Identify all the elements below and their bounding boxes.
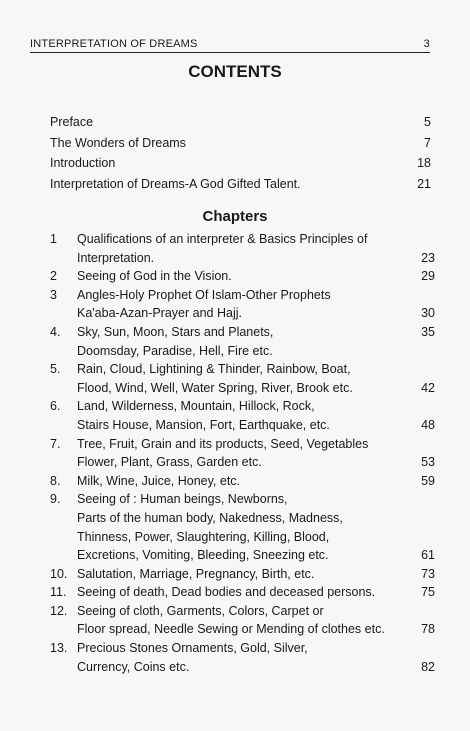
chapter-title-text: Milk, Wine, Juice, Honey, etc. [77, 473, 241, 488]
chapter-page: 48 [421, 417, 435, 432]
toc-entry-page: 7 [424, 135, 431, 150]
chapter-title-text: Land, Wilderness, Mountain, Hillock, Rock, [77, 399, 315, 414]
chapter-entry [50, 267, 435, 286]
chapter-title-line [77, 304, 435, 323]
chapter-title-line [77, 286, 435, 305]
chapter-title-line [77, 453, 435, 472]
chapters-heading: Chapters [202, 208, 268, 225]
chapter-page: 75 [421, 585, 435, 600]
chapter-entry [50, 323, 435, 360]
chapter-number: 4. [50, 324, 61, 339]
toc-entry-title: The Wonders of Dreams [50, 135, 186, 150]
chapter-title-line [77, 565, 435, 584]
chapter-title-text: Tree, Fruit, Grain and its products, Seed, Vegetables [77, 436, 369, 451]
chapter-page: 35 [421, 324, 435, 339]
chapter-title-line [77, 342, 435, 361]
toc-entry-title: Introduction [50, 156, 116, 170]
chapter-entry [50, 230, 435, 267]
chapter-title-line [77, 267, 435, 286]
toc-entry [50, 174, 435, 195]
chapter-number: 11. [50, 585, 67, 600]
chapter-number: 10. [50, 566, 68, 581]
chapter-title-line [77, 658, 435, 677]
chapter-title-line [77, 323, 435, 342]
chapter-title-text: Salutation, Marriage, Pregnancy, Birth, etc. [77, 566, 315, 581]
toc-entry-title: Interpretation of Dreams-A God Gifted Talent. [50, 176, 301, 191]
chapter-title-text: Flood, Wind, Well, Water Spring, River, Brook etc. [77, 380, 353, 395]
chapter-number: 7. [50, 436, 61, 451]
chapter-page: 82 [421, 659, 435, 674]
toc-entry [50, 112, 435, 133]
chapter-entry [50, 490, 435, 564]
chapter-title-text: Stairs House, Mansion, Fort, Earthquake, etc. [77, 417, 330, 432]
chapter-title-line [77, 435, 435, 454]
chapter-page: 23 [421, 250, 435, 265]
chapter-title-text: Precious Stones Ornaments, Gold, Silver, [77, 641, 308, 656]
chapter-title-line [77, 583, 435, 602]
chapter-number: 12. [50, 603, 68, 618]
chapter-entry [50, 602, 435, 639]
chapter-number: 2 [50, 269, 57, 284]
chapter-number: 3 [50, 287, 57, 302]
page-number: 3 [423, 38, 430, 50]
chapter-list [50, 230, 435, 676]
front-matter-list [50, 112, 435, 194]
toc-entry [50, 133, 435, 154]
chapter-number: 13. [50, 641, 68, 656]
chapter-number: 8. [50, 473, 61, 488]
chapter-title-text: Seeing of death, Dead bodies and deceased persons. [77, 585, 376, 600]
chapter-page: 30 [421, 306, 435, 321]
chapter-title-text: Qualifications of an interpreter & Basics Principles of [77, 232, 368, 246]
chapter-title-text: Excretions, Vomiting, Bleeding, Sneezing etc. [77, 548, 329, 563]
chapter-page: 53 [421, 455, 435, 470]
chapter-title-line [77, 249, 435, 268]
chapter-title-line [77, 602, 435, 621]
chapter-page: 59 [421, 473, 435, 488]
chapter-title-text: Seeing of cloth, Garments, Colors, Carpet or [77, 603, 324, 618]
chapter-entry [50, 583, 435, 602]
chapter-page: 61 [421, 548, 435, 563]
chapter-title-text: Interpretation. [77, 250, 155, 265]
chapter-entry [50, 397, 435, 434]
chapter-title-line [77, 639, 435, 658]
toc-entry-page: 18 [417, 156, 431, 170]
chapter-title-line [77, 379, 435, 398]
chapter-title-line [77, 360, 435, 379]
running-header-title: INTERPRETATION OF DREAMS [30, 38, 198, 50]
chapter-entry [50, 286, 435, 323]
chapter-page: 29 [421, 269, 435, 284]
toc-entry-title: Preface [50, 115, 94, 129]
chapter-title-text: Parts of the human body, Nakedness, Madness, [77, 510, 343, 525]
contents-heading: CONTENTS [188, 62, 282, 81]
chapter-number: 1 [50, 232, 57, 246]
chapter-title-text: Seeing of God in the Vision. [77, 269, 232, 284]
chapter-title-line [77, 490, 435, 509]
chapter-title-line [77, 528, 435, 547]
chapter-title-line [77, 620, 435, 639]
chapter-title-text: Thinness, Power, Slaughtering, Killing, Blood, [77, 529, 330, 544]
chapter-title-text: Angles-Holy Prophet Of Islam-Other Prophets [77, 287, 331, 302]
chapter-title-text: Rain, Cloud, Lightining & Thinder, Rainbow, Boat, [77, 362, 351, 377]
chapter-entry [50, 639, 435, 676]
chapter-title-line [77, 230, 435, 249]
toc-entry-page: 5 [424, 115, 431, 129]
chapter-entry [50, 435, 435, 472]
chapter-title-line [77, 397, 435, 416]
chapter-page: 78 [421, 622, 435, 637]
chapter-title-line [77, 472, 435, 491]
toc-entry [50, 153, 435, 174]
chapter-entry [50, 360, 435, 397]
chapter-entry [50, 565, 435, 584]
chapter-title-text: Seeing of : Human beings, Newborns, [77, 492, 288, 507]
chapter-title-text: Flower, Plant, Grass, Garden etc. [77, 455, 262, 470]
toc-entry-page: 21 [417, 176, 431, 191]
chapter-number: 5. [50, 362, 61, 377]
chapter-title-text: Currency, Coins etc. [77, 659, 190, 674]
running-header [30, 38, 430, 53]
chapter-title-line [77, 509, 435, 528]
chapter-title-text: Floor spread, Needle Sewing or Mending of clothes etc. [77, 622, 385, 637]
chapter-page: 42 [421, 380, 435, 395]
chapter-number: 6. [50, 399, 61, 414]
chapter-title-line [77, 546, 435, 565]
chapter-number: 9. [50, 492, 61, 507]
chapter-title-text: Doomsday, Paradise, Hell, Fire etc. [77, 343, 273, 358]
chapter-page: 73 [421, 566, 435, 581]
chapter-title-text: Ka'aba-Azan-Prayer and Hajj. [77, 306, 242, 321]
chapter-title-line [77, 416, 435, 435]
chapter-entry [50, 472, 435, 491]
chapter-title-text: Sky, Sun, Moon, Stars and Planets, [77, 324, 274, 339]
